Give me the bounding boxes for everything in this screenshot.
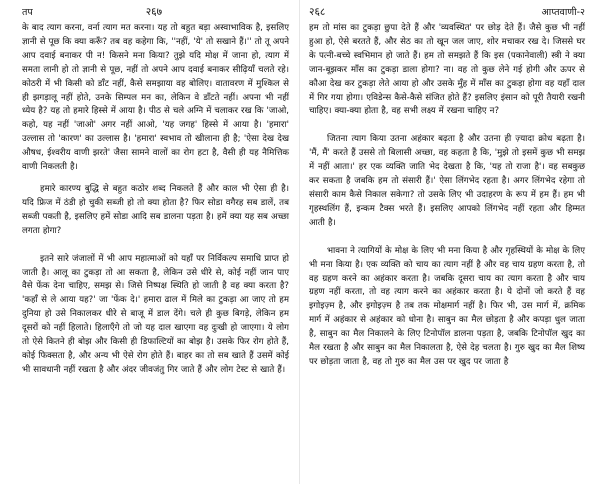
left-header-title: तप (22, 7, 33, 18)
left-page-number: २६७ (145, 6, 163, 18)
left-page (0, 0, 299, 484)
left-running-head (22, 6, 289, 19)
right-paragraph-1: हम तो मांस का टुकड़ा छुपा देते हैं और 'व्यवस्थित' पर छोड़ देते हैं। जैसे कुछ भी नहीं हुआ हो, ऐसे बरतते हैं, और सेठ का तो खून जल जाए, शोर मचाकर रख दे। जिससे घर के पत्नी-बच्चे स्वभिमान हो जाते हैं। हम तो समझते हैं कि इस (पकानेवाली) स्त्री ने क्या जान-बूझकर माँस का टुकड़ा डाला होगा? ना। वह तो कुछ लेने गई होगी और ऊपर से कौआ देख कर टुकड़ा लेते आया हो और उसके मुँह में माँस का टुकड़ा होगा वह यहाँ दाल में गिर गया होगा। एविडेन्स कैसे-कैसे संजित होते हैं? इसलिए इंसान को पूरी तैयारी रखनी चाहिए। क्या-क्या होता है, वह सभी लक्ष्य में रखना चाहिए न? (309, 23, 585, 117)
right-header-title: आप्तवाणी-२ (541, 7, 585, 18)
left-paragraph-3: इतने सारे जंजालों में भी आप महात्माओं को यहाँ पर निर्विकल्प समाधि प्राप्त हो जाती है। आलू का टुकड़ा तो आ सकता है, लेकिन उसे धीरे से, कोई नहीं जान पाए वैसे फेंक देना चाहिए, समझ से। जिसे निष्पक्ष स्थिति हो जाती है वह क्या करता है? 'कहाँ से ले आया यह?' जा 'फेंक दे।' हमारा ढाल में मिले का टुकड़ा आ जाए तो हम दुनिया हो उसे निकालकर धीरे से बाजू में डाल देंगे। चले ही कुछ बिगड़े, लेकिन हम दूसरों को नहीं हिलाते। हिलाएँगे तो जो यह दाल खाएगा वह दुःखी हो जाएगा। ये लोग तो ऐसे कितने ही बोझ और किसी ही डिफाल्टियों का बोझ है। उसके फिर रोग होते हैं, कोई फिक्सता है, और अन्य भी ऐसे रोग होते हैं। बाहर का तो सब खाते हैं उसमें कोई भी सावधानी नहीं रखता है और अंदर जीवजंतु गिर जाते हैं और लोग टेस्ट से खाते हैं। (22, 253, 289, 375)
right-paragraph-3: भावना ने त्यागियों के मोक्ष के लिए भी मना किया है और गृहस्थियों के मोक्ष के लिए भी मना किया है। एक व्यक्ति को चाय का त्याग नहीं है और वह चाय ग्रहण करता है, तो वह ग्रहण करने का अहंकार करता है। जबकि दूसरा चाय का त्याग करता है और चाय ग्रहण नहीं करता, तो वह त्याग करने का अहंकार करता है। ये दोनों जो करते हैं वह इगोइज़्म है, और इगोइज़्म है तब तक मोक्षमार्ग नहीं है। फिर भी, उस मार्ग में, क्रमिक मार्ग में अहंकार से अहंकार को धोना है। साबुन का मैल छोड़ता है और कपड़ा धुल जाता है, साबुन का मैल निकालने के लिए टिनोपॉल डालना पड़ता है, जबकि टिनोपॉल खुद का मैल रखता है और साबुन का मैल निकालता है, ऐसे देह चलता है। गुरु खुद का मैल शिष्य पर छोड़ता जाता है, वह तो गुरु का मैल उस पर खुद पर जाता है (309, 245, 585, 367)
left-paragraph-1: के बाद त्याग करना, वर्ना त्याग मत करना। यह तो बहुत बड़ा अस्वाभाविक है, इसलिए ज्ञानी से पूछ कि क्या करूँ? तब वह कहेगा कि, ''नहीं, 'ये' तो सखाने हैं।'' तो तू अपने आप दवाई बनाकर पी न! किसने मना किया? तुझे यदि मोक्ष में जाना हो, त्याग में समता लानी हो तो ज्ञानी से पूछ, नहीं तो अपने आप दवाई बनाकर सीढ़ियाँ चलते रहे। कोठरी में भी किसी को डाँट नहीं, कैसे समझाया वह बोलिए। वातावरण में मुश्किल से ही झगड़ालू नहीं होते, उनके सिम्पल मन का, लेकिन वे डाँटते नहीं। अपना भी नहीं ध्येय है? यह तो हमारे हिस्से में आया है। पीठ से चले अग्नि में चलाकर रख कि 'जाओ, कहो, यह नहीं 'जाओ' अगर नहीं आओ, 'यह जगह' हिस्से में आया है। 'हमारा' उल्लास तो 'कारण' का उल्लास है। 'हमारा' स्वभाव तो खीलाना ही है; 'ऐसा देख देख औषध, ईश्वरीय वाणी झरते' जैसा सामने वालों का रोग हटा है, वैसी ही यह नैमित्तिक वाणी निकलती है। (22, 23, 289, 173)
right-paragraph-2: जितना त्याग किया उतना अहंकार बढ़ता है और उतना ही ज़्यादा क्रोध बढ़ता है। 'मैं, मैं' करते हैं उससे तो बिलासी अच्छा, वह कहता है कि, 'मुझे तो इसमें कुछ भी समझ में नहीं आता।' हर एक व्यक्ति जाति भेद देखता है कि, 'यह तो राजा है'। वह सबकुछ कर सकता है जबकि हम तो संसारी हैं।' ऐसा लिंगभेद रहता है। अगर लिंगभेद रहेगा तो संसारी काम कैसे निकाल सकेगा? तो उसके लिए भी उदाहरण के रूप में हम हैं। हम भी गृहस्थलिंग हैं, इन्कम टैक्स भरते हैं। इसलिए आपको लिंगभेद नहीं रहता और हिम्मत आती है। (309, 134, 585, 228)
right-running-head (309, 6, 585, 19)
left-paragraph-2: हमारे कारण्य बुद्धि से बहुत कठोर शब्द निकलते हैं और काल भी ऐसा ही है। यदि फ्रिज में ठंडी हो चुकी सब्जी हो तो क्या होता है? फिर सोडा वगैरह सब डालें, तब सब्जी पकती है, इसलिए हमें सोडा आदि सब डालना पड़ता है। हमें क्या यह सब अच्छा लगता होगा? (22, 183, 289, 236)
right-page (299, 0, 599, 484)
right-page-number: २६८ (309, 6, 326, 18)
